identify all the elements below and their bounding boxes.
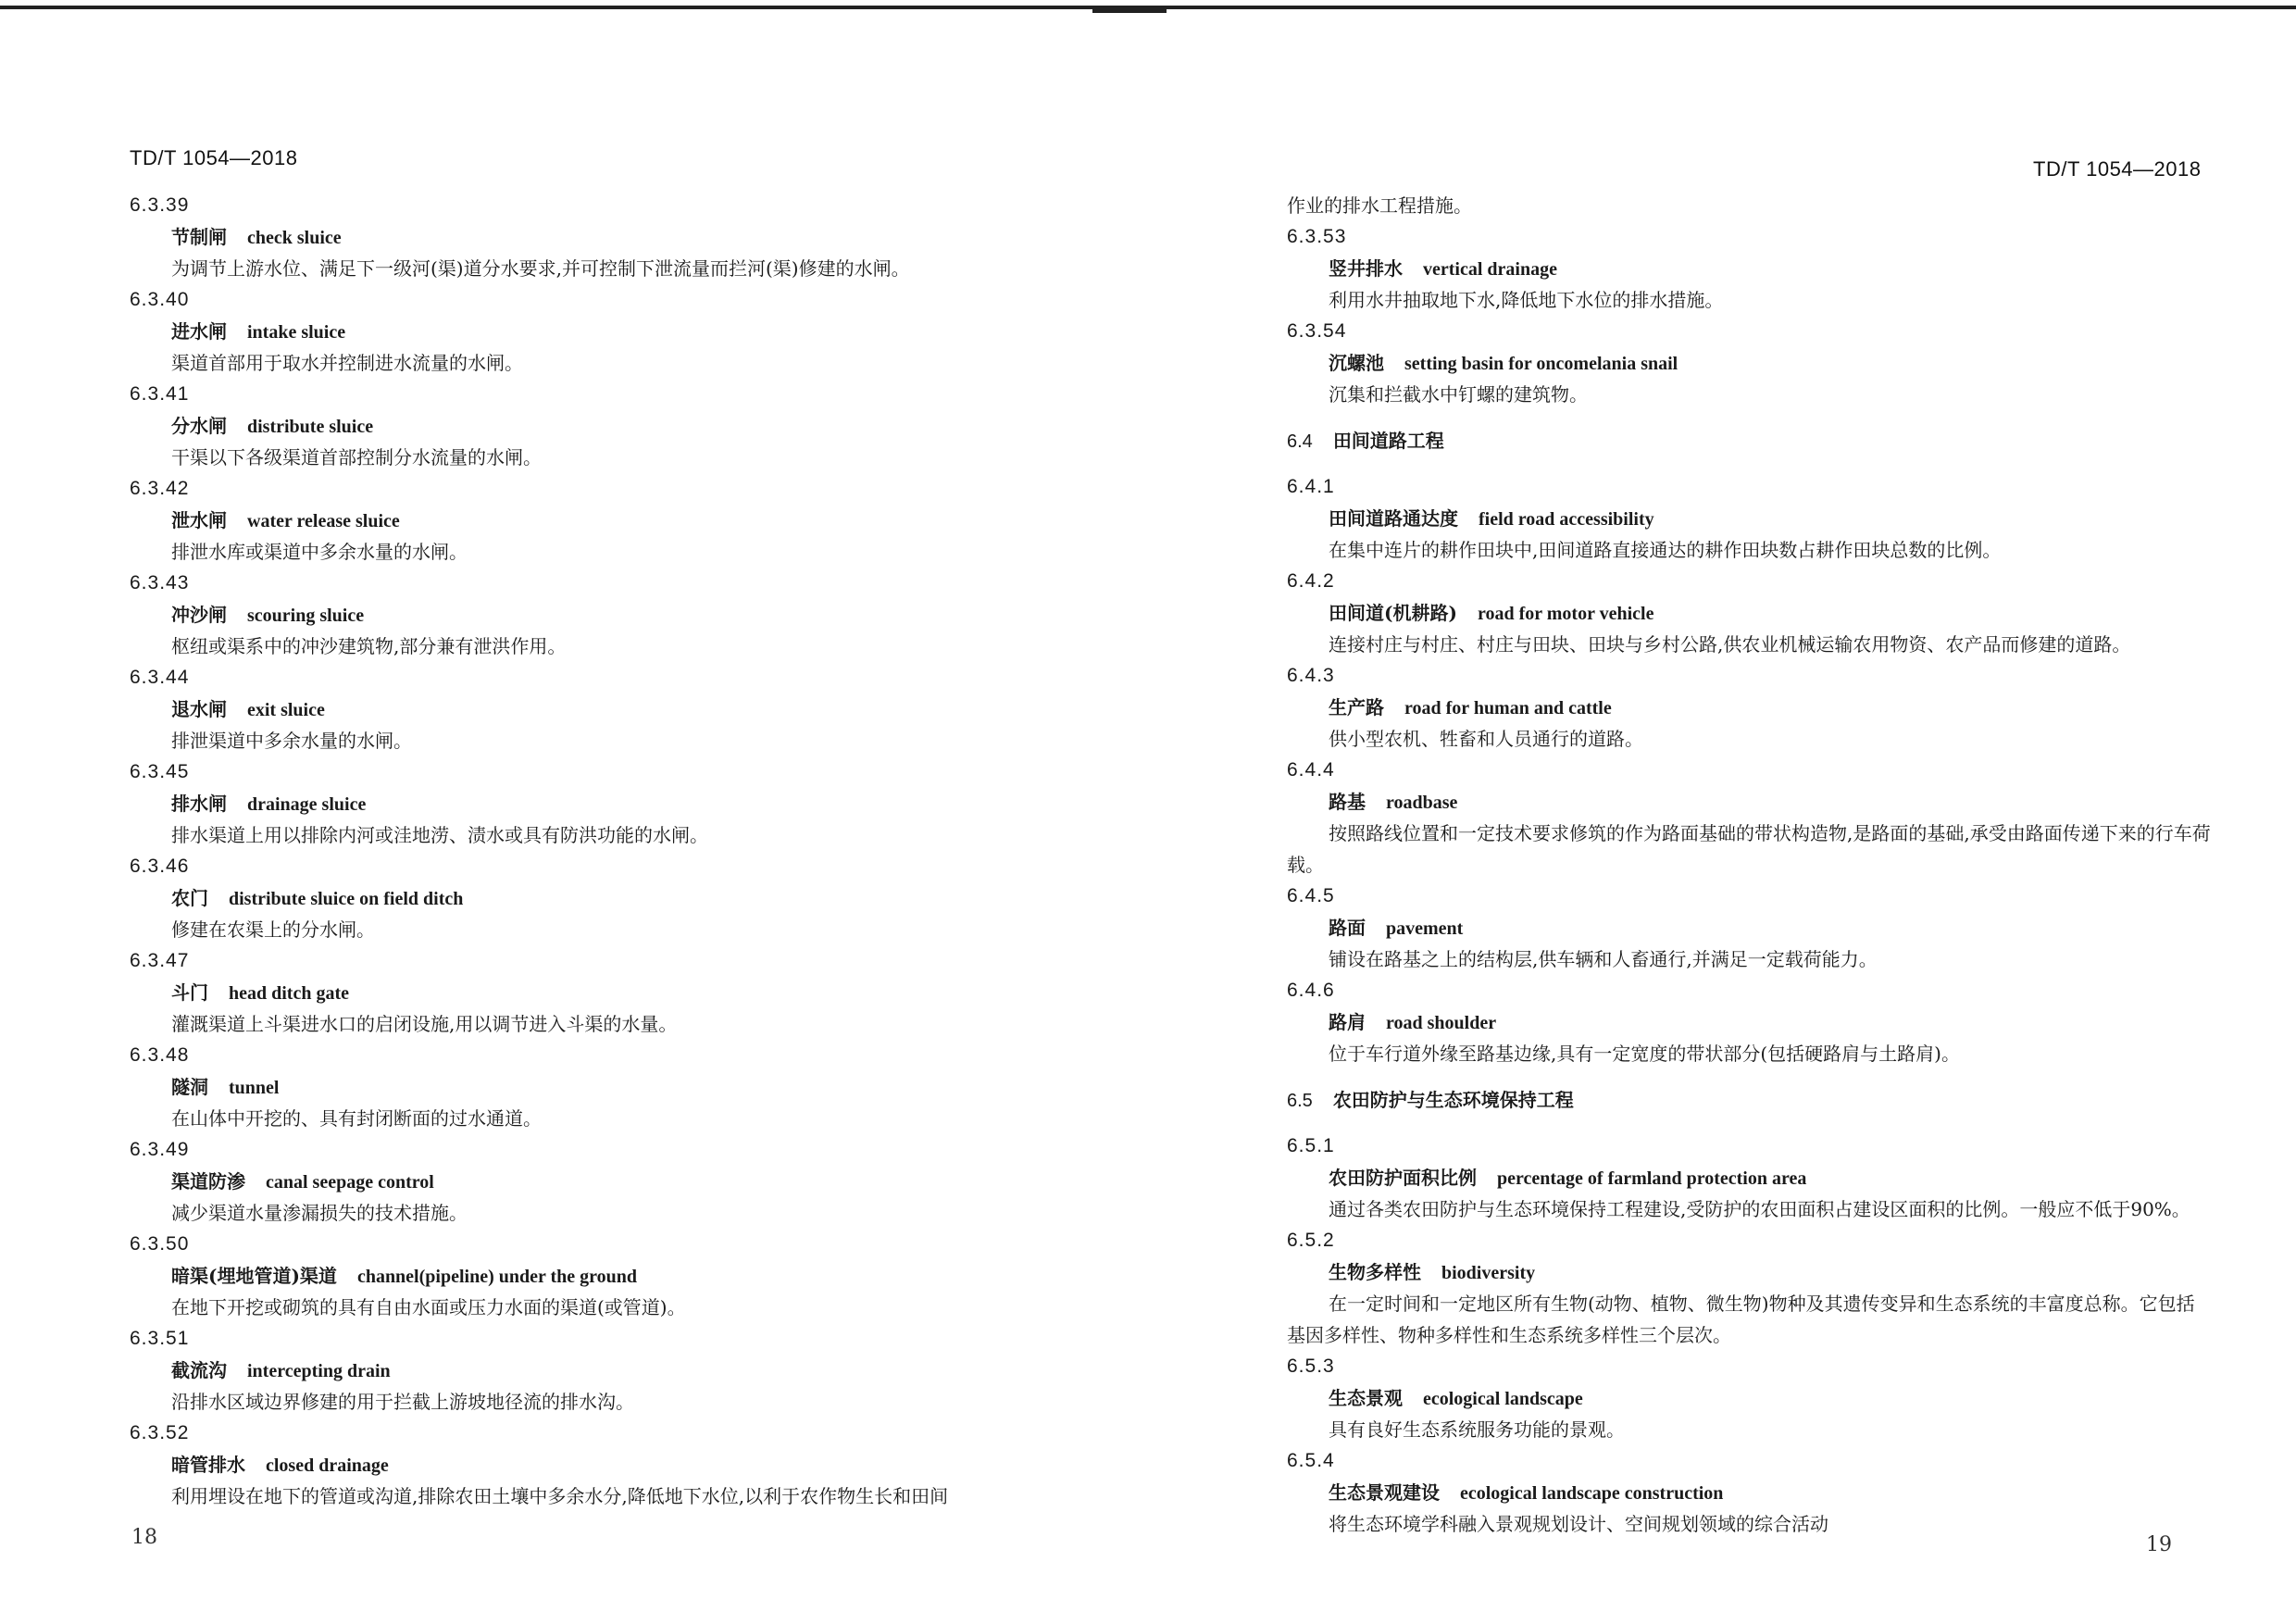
clause-number: 6.5.2 (1287, 1230, 1335, 1251)
clause-number: 6.3.43 (130, 572, 190, 593)
term-definition: 排水渠道上用以排除内河或洼地涝、渍水或具有防洪功能的水闸。 (171, 824, 708, 846)
term-entry (130, 1040, 1102, 1134)
clause-number: 6.3.45 (130, 761, 190, 782)
term-english: distribute sluice (247, 417, 374, 437)
term-entry (1287, 566, 2213, 660)
left-column (130, 190, 1102, 1512)
term-entry (130, 945, 1102, 1040)
term-definition: 沉集和拦截水中钉螺的建筑物。 (1329, 383, 1588, 406)
term-entry (1287, 1445, 2213, 1540)
clause-number: 6.4.5 (1287, 885, 1335, 906)
term-entry (130, 284, 1102, 379)
term-entry (1287, 1351, 2213, 1445)
term-english: setting basin for oncomelania snail (1404, 354, 1678, 374)
term-definition: 渠道首部用于取水并控制进水流量的水闸。 (171, 352, 523, 374)
term-english: distribute sluice on field ditch (229, 889, 464, 909)
term-title (1287, 1006, 2213, 1038)
term-definition: 在山体中开挖的、具有封闭断面的过水通道。 (171, 1107, 542, 1130)
term-english: water release sluice (247, 511, 400, 531)
term-chinese: 生态景观 (1329, 1387, 1403, 1409)
term-english: biodiversity (1441, 1263, 1536, 1283)
term-title (130, 1449, 1102, 1480)
term-chinese: 分水闸 (171, 415, 227, 437)
term-definition: 利用埋设在地下的管道或沟道,排除农田土壤中多余水分,降低地下水位,以利于农作物生长和田间 (171, 1485, 949, 1507)
term-chinese: 竖井排水 (1329, 257, 1403, 280)
term-chinese: 斗门 (171, 981, 208, 1004)
term-title (1287, 1477, 2213, 1508)
term-english: vertical drainage (1423, 259, 1557, 280)
term-chinese: 路面 (1329, 917, 1366, 939)
term-title (1287, 786, 2213, 818)
right-column (1287, 190, 2213, 1540)
term-definition: 干渠以下各级渠道首部控制分水流量的水闸。 (171, 446, 542, 468)
term-entry (130, 568, 1102, 662)
right-standard-code: TD/T 1054—2018 (2033, 157, 2202, 181)
term-title (130, 1355, 1102, 1386)
term-english: channel(pipeline) under the ground (356, 1267, 638, 1287)
term-entry (130, 756, 1102, 851)
term-english: intake sluice (247, 322, 346, 343)
term-definition: 排泄水库或渠道中多余水量的水闸。 (171, 541, 468, 563)
term-english: ecological landscape construction (1460, 1483, 1724, 1504)
clause-number: 6.3.39 (130, 194, 190, 216)
term-definition: 供小型农机、牲畜和人员通行的道路。 (1329, 728, 1643, 750)
term-title (130, 410, 1102, 442)
term-chinese: 暗管排水 (171, 1454, 245, 1476)
term-title (1287, 503, 2213, 534)
term-chinese: 隧洞 (171, 1076, 208, 1098)
term-definition: 灌溉渠道上斗渠进水口的启闭设施,用以调节进入斗渠的水量。 (171, 1013, 678, 1035)
clause-number: 6.3.53 (1287, 226, 1347, 247)
term-chinese: 沉螺池 (1329, 352, 1384, 374)
term-entry (1287, 221, 2213, 316)
clause-number: 6.4.4 (1287, 759, 1335, 781)
clause-number: 6.3.51 (130, 1328, 190, 1349)
term-entry (130, 1229, 1102, 1323)
term-entry (130, 379, 1102, 473)
term-title (1287, 692, 2213, 723)
term-english: drainage sluice (247, 794, 367, 815)
term-entry (1287, 1225, 2213, 1351)
term-entry (1287, 881, 2213, 975)
term-definition: 按照路线位置和一定技术要求修筑的作为路面基础的带状构造物,是路面的基础,承受由路面传递下来的行车荷载。 (1287, 822, 2211, 876)
term-english: roadbase (1386, 793, 1458, 813)
term-definition: 修建在农渠上的分水闸。 (171, 918, 375, 941)
left-standard-code: TD/T 1054—2018 (130, 146, 298, 169)
term-title (130, 1260, 1102, 1292)
clause-number: 6.4.1 (1287, 476, 1335, 497)
term-entry (1287, 316, 2213, 410)
term-entry (1287, 755, 2213, 881)
term-english: canal seepage control (266, 1172, 434, 1193)
term-entry (130, 851, 1102, 945)
term-definition: 减少渠道水量渗漏损失的技术措施。 (171, 1202, 468, 1224)
term-definition: 在地下开挖或砌筑的具有自由水面或压力水面的渠道(或管道)。 (171, 1296, 686, 1318)
term-definition: 利用水井抽取地下水,降低地下水位的排水措施。 (1329, 289, 1724, 311)
term-chinese: 暗渠(埋地管道)渠道 (171, 1265, 337, 1287)
term-entry (1287, 975, 2213, 1069)
clause-number: 6.5.4 (1287, 1450, 1335, 1471)
term-definition: 沿排水区域边界修建的用于拦截上游坡地径流的排水沟。 (171, 1391, 634, 1413)
term-chinese: 生物多样性 (1329, 1261, 1421, 1283)
term-entry (130, 190, 1102, 284)
clause-number: 6.4.2 (1287, 570, 1335, 592)
term-entry (130, 1418, 1102, 1512)
clause-number: 6.4.3 (1287, 665, 1335, 686)
term-english: road for motor vehicle (1477, 604, 1654, 624)
term-chinese: 路肩 (1329, 1011, 1366, 1033)
clause-number: 6.4.6 (1287, 980, 1335, 1001)
clause-number: 6.3.41 (130, 383, 190, 405)
term-chinese: 农门 (171, 887, 208, 909)
term-chinese: 节制闸 (171, 226, 227, 248)
section-heading-6-5: 6.5 农田防护与生态环境保持工程 (1287, 1089, 1574, 1111)
clause-number: 6.3.49 (130, 1139, 190, 1160)
term-title (130, 788, 1102, 819)
term-english: scouring sluice (247, 606, 365, 626)
term-chinese: 冲沙闸 (171, 604, 227, 626)
term-title (130, 316, 1102, 347)
term-chinese: 渠道防渗 (171, 1170, 245, 1193)
term-english: road shoulder (1386, 1013, 1497, 1033)
clause-number: 6.3.47 (130, 950, 190, 971)
term-entry (130, 1323, 1102, 1418)
page-top-rule-mark (1092, 8, 1167, 13)
term-title (130, 1166, 1102, 1197)
right-page-number: 19 (2146, 1533, 2172, 1556)
term-title (1287, 1382, 2213, 1414)
term-definition: 具有良好生态系统服务功能的景观。 (1329, 1418, 1625, 1441)
term-title (1287, 253, 2213, 284)
term-english: tunnel (229, 1078, 280, 1098)
clause-number: 6.3.50 (130, 1233, 190, 1255)
term-title (1287, 347, 2213, 379)
clause-number: 6.3.44 (130, 667, 190, 688)
term-title (130, 505, 1102, 536)
term-entry (1287, 660, 2213, 755)
term-chinese: 田间道路通达度 (1329, 507, 1458, 530)
left-page-number: 18 (131, 1526, 157, 1549)
term-title (130, 1071, 1102, 1103)
term-definition: 在集中连片的耕作田块中,田间道路直接通达的耕作田块数占耕作田块总数的比例。 (1329, 539, 2002, 561)
term-chinese: 农田防护面积比例 (1329, 1167, 1477, 1189)
term-definition: 在一定时间和一定地区所有生物(动物、植物、微生物)物种及其遗传变异和生态系统的丰富度总称。它包括基因多样性、物种多样性和生态系统多样性三个层次。 (1287, 1293, 2195, 1346)
term-definition: 通过各类农田防护与生态环境保持工程建设,受防护的农田面积占建设区面积的比例。一般应不低于90%。 (1329, 1198, 2190, 1220)
term-english: ecological landscape (1423, 1389, 1583, 1409)
term-entry (1287, 1131, 2213, 1225)
term-definition: 铺设在路基之上的结构层,供车辆和人畜通行,并满足一定载荷能力。 (1329, 948, 1878, 970)
term-chinese: 截流沟 (171, 1359, 227, 1381)
term-definition: 排泄渠道中多余水量的水闸。 (171, 730, 412, 752)
term-definition: 位于车行道外缘至路基边缘,具有一定宽度的带状部分(包括硬路肩与土路肩)。 (1329, 1043, 1960, 1065)
term-english: percentage of farmland protection area (1497, 1168, 1807, 1189)
term-definition: 连接村庄与村庄、村庄与田块、田块与乡村公路,供农业机械运输农用物资、农产品而修建的道路。 (1329, 633, 2131, 656)
term-english: pavement (1386, 918, 1464, 939)
term-entry (130, 473, 1102, 568)
term-chinese: 生产路 (1329, 696, 1384, 718)
term-title (1287, 1256, 2213, 1288)
clause-number: 6.3.52 (130, 1422, 190, 1443)
clause-number: 6.3.42 (130, 478, 190, 499)
term-definition: 枢纽或渠系中的冲沙建筑物,部分兼有泄洪作用。 (171, 635, 567, 657)
term-definition: 为调节上游水位、满足下一级河(渠)道分水要求,并可控制下泄流量而拦河(渠)修建的水闸。 (171, 257, 910, 280)
term-english: closed drainage (266, 1455, 389, 1476)
term-entry (130, 1134, 1102, 1229)
term-definition: 将生态环境学科融入景观规划设计、空间规划领域的综合活动 (1329, 1513, 1828, 1535)
term-english: intercepting drain (247, 1361, 391, 1381)
term-chinese: 泄水闸 (171, 509, 227, 531)
term-title (130, 693, 1102, 725)
term-chinese: 进水闸 (171, 320, 227, 343)
term-chinese: 路基 (1329, 791, 1366, 813)
term-chinese: 退水闸 (171, 698, 227, 720)
term-chinese: 生态景观建设 (1329, 1481, 1440, 1504)
term-title (130, 882, 1102, 914)
term-english: exit sluice (247, 700, 325, 720)
clause-number: 6.5.3 (1287, 1355, 1335, 1377)
section-heading-6-4: 6.4 田间道路工程 (1287, 430, 1444, 452)
clause-number: 6.3.54 (1287, 320, 1347, 342)
term-english: head ditch gate (229, 983, 349, 1004)
term-english: field road accessibility (1479, 509, 1654, 530)
term-english: check sluice (247, 228, 342, 248)
term-title (130, 599, 1102, 631)
term-entry (130, 662, 1102, 756)
continuation-text: 作业的排水工程措施。 (1287, 194, 1472, 217)
term-chinese: 排水闸 (171, 793, 227, 815)
clause-number: 6.3.48 (130, 1044, 190, 1066)
clause-number: 6.5.1 (1287, 1135, 1335, 1156)
term-title (130, 221, 1102, 253)
term-chinese: 田间道(机耕路) (1329, 602, 1457, 624)
term-entry (1287, 471, 2213, 566)
term-title (1287, 912, 2213, 943)
clause-number: 6.3.46 (130, 856, 190, 877)
clause-number: 6.3.40 (130, 289, 190, 310)
term-title (1287, 1162, 2213, 1193)
term-title (130, 977, 1102, 1008)
term-english: road for human and cattle (1404, 698, 1612, 718)
term-title (1287, 597, 2213, 629)
